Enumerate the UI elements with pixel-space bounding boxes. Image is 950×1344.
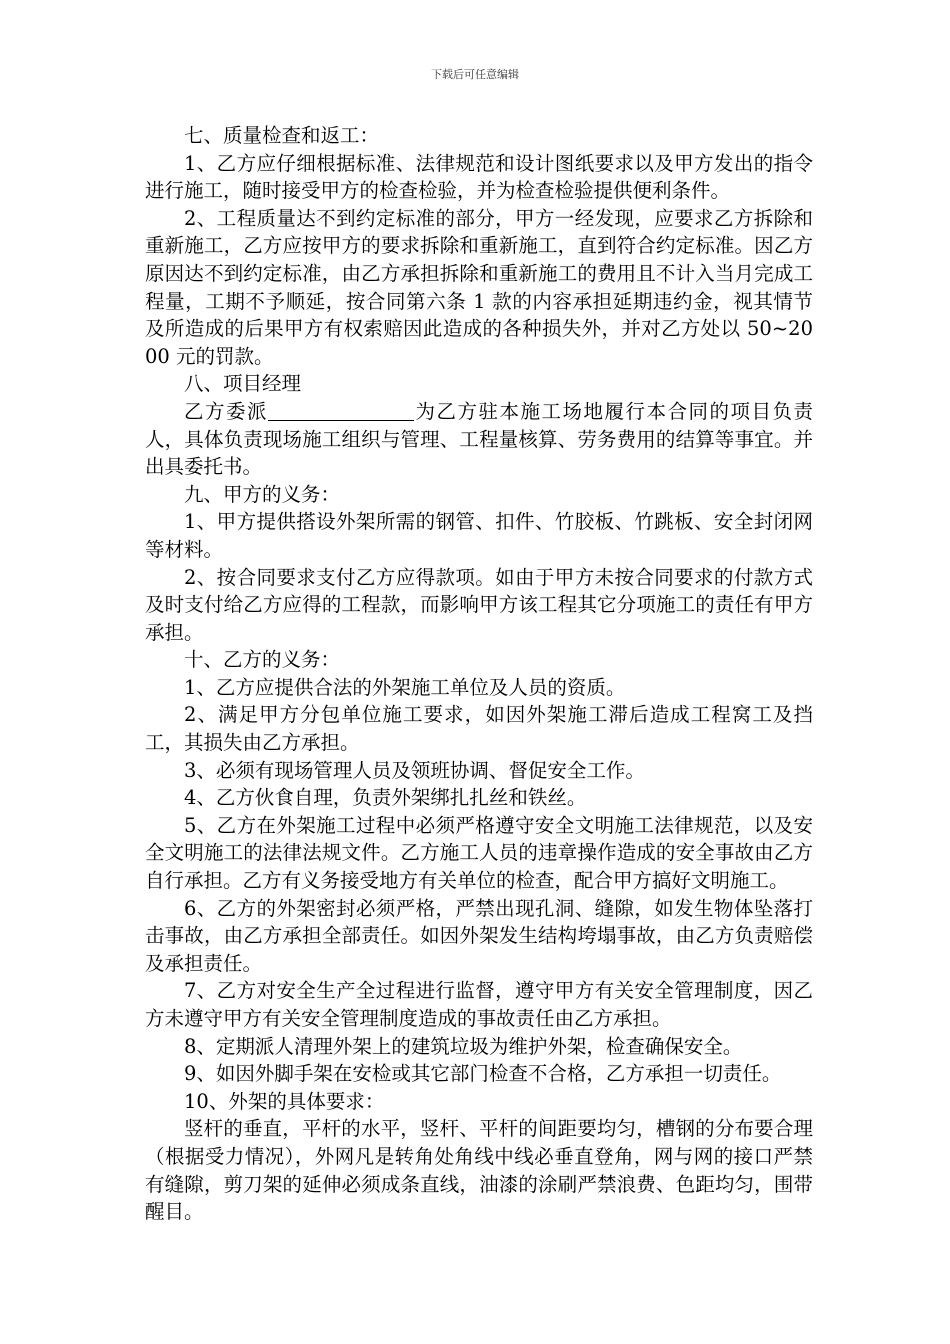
- paragraph: 4、乙方伙食自理，负责外架绑扎扎丝和铁丝。: [184, 786, 587, 810]
- paragraph: 2、满足甲方分包单位施工要求，如因外架施工滞后造成工程窝工及挡工，其损失由乙方承担。: [145, 703, 813, 755]
- section-heading-party-a-obligations: 九、甲方的义务：: [184, 482, 341, 506]
- section-heading-project-manager: 八、项目经理: [184, 372, 302, 396]
- paragraph: 1、乙方应仔细根据标准、法律规范和设计图纸要求以及甲方发出的指令进行施工，随时接受甲方的检查检验，并为检查检验提供便利条件。: [145, 151, 813, 203]
- paragraph: 6、乙方的外架密封必须严格，严禁出现孔洞、缝隙，如发生物体坠落打击事故，由乙方承担全部责任。如因外架发生结构垮塌事故，由乙方负责赔偿及承担责任。: [145, 896, 813, 975]
- section-heading-scaffold-requirements: 10、外架的具体要求：: [184, 1089, 385, 1113]
- paragraph: 5、乙方在外架施工过程中必须严格遵守安全文明施工法律规范，以及安全文明施工的法律法规文件。乙方施工人员的违章操作造成的安全事故由乙方自行承担。乙方有义务接受地方有关单位的检查，配合甲方搞好文明施工。: [145, 813, 813, 893]
- paragraph: 2、按合同要求支付乙方应得款项。如由于甲方未按合同要求的付款方式及时支付给乙方应得的工程款，而影响甲方该工程其它分项施工的责任有甲方承担。: [145, 565, 813, 644]
- paragraph: 9、如因外脚手架在安检或其它部门检查不合格，乙方承担一切责任。: [184, 1062, 782, 1086]
- appointment-text-after: 为乙方驻本施工场地履行本合同的项目负责人，具体负责现场施工组织与管理、工程量核算、劳务费用的结算等事宜。并出具委托书。: [145, 399, 813, 479]
- paragraph: 7、乙方对安全生产全过程进行监督，遵守甲方有关安全管理制度，因乙方未遵守甲方有关安全管理制度造成的事故责任由乙方承担。: [145, 979, 813, 1030]
- name-blank-line: [268, 401, 414, 421]
- paragraph: 8、定期派人清理外架上的建筑垃圾为维护外架，检查确保安全。: [184, 1034, 743, 1058]
- section-heading-quality-inspection: 七、质量检查和返工：: [184, 124, 380, 147]
- document-body: [145, 122, 813, 1226]
- paragraph: 竖杆的垂直，平杆的水平，竖杆、平杆的间距要均匀，槽钢的分布要合理（根据受力情况），外网凡是转角处角线中线必垂直登角，网与网的接口严禁有缝隙，剪刀架的延伸必须成条直线，油漆的涂刷严禁浪费、色距均匀，围带醒目。: [145, 1117, 813, 1224]
- paragraph: 2、工程质量达不到约定标准的部分，甲方一经发现，应要求乙方拆除和重新施工，乙方应按甲方的要求拆除和重新施工，直到符合约定标准。因乙方原因达不到约定标准，由乙方承担拆除和重新施工的费用且不计入当月完成工程量，工期不予顺延，按合同第六条 1 款的内容承担延期违约金，视其情节及所造成的后果甲方有权索赔因此造成的各种损失外，并对乙方处以 50~2000 元的罚款。: [145, 206, 813, 368]
- section-heading-party-b-obligations: 十、乙方的义务：: [184, 648, 341, 672]
- appointment-text-before: 乙方委派: [184, 399, 268, 423]
- paragraph-appointment: [145, 398, 813, 481]
- paragraph: 3、必须有现场管理人员及领班协调、督促安全工作。: [184, 758, 645, 782]
- paragraph: 1、甲方提供搭设外架所需的钢管、扣件、竹胶板、竹跳板、安全封闭网等材料。: [145, 510, 813, 561]
- paragraph: 1、乙方应提供合法的外架施工单位及人员的资质。: [184, 675, 626, 699]
- page-header: 下载后可任意编辑: [431, 68, 519, 81]
